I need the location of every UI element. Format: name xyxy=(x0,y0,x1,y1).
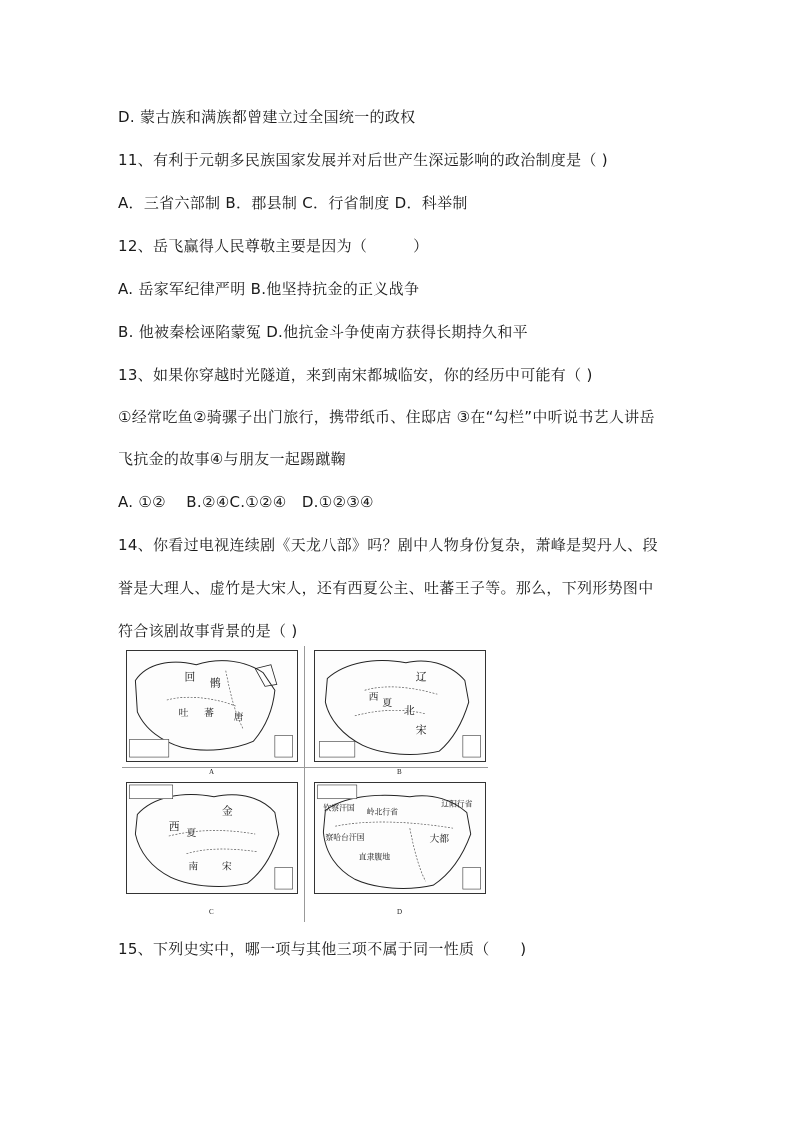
map-d-label-4: 察哈台汗国 xyxy=(325,832,365,842)
question-13: 13、如果你穿越时光隧道，来到南宋都城临安，你的经历中可能有（ ) xyxy=(118,366,593,384)
map-d-label-6: 直隶腹地 xyxy=(358,852,391,862)
map-b-label-2: 西 xyxy=(368,692,379,704)
figure-divider-horizontal xyxy=(122,767,488,768)
map-c-label-2: 西 xyxy=(168,820,180,834)
map-d-label-2: 岭北行省 xyxy=(366,807,398,817)
map-a-label-5: 唐 xyxy=(233,711,244,723)
map-a-caption: A xyxy=(209,768,215,776)
question-14-line-3: 符合该剧故事背景的是（ ) xyxy=(118,622,298,640)
question-13-statement-2: 飞抗金的故事④与朋友一起踢蹴鞠 xyxy=(118,450,346,468)
map-d-label-3: 辽阳行省 xyxy=(441,799,473,809)
map-c-label-5: 宋 xyxy=(221,861,232,873)
map-b-label-3: 夏 xyxy=(382,698,393,709)
map-a-label-1: 回 xyxy=(184,670,196,684)
map-a-label-4: 蕃 xyxy=(204,707,214,719)
map-b-caption: B xyxy=(397,768,402,776)
question-11: 11、有利于元朝多民族国家发展并对后世产生深远影响的政治制度是（ ) xyxy=(118,151,608,169)
map-c-label-4: 南 xyxy=(188,861,199,873)
question-14-line-1: 14、你看过电视连续剧《天龙八部》吗？剧中人物身份复杂，萧峰是契丹人、段 xyxy=(118,536,658,554)
question-11-options: A．三省六部制 B．郡县制 C．行省制度 D．科举制 xyxy=(118,194,468,212)
map-a-label-2: 鹘 xyxy=(210,676,221,690)
question-12-options-1: A. 岳家军纪律严明 B.他坚持抗金的正义战争 xyxy=(118,280,420,298)
map-d-label-5: 大都 xyxy=(429,833,450,845)
map-figure xyxy=(122,646,488,922)
question-12-options-2: B. 他被秦桧诬陷蒙冤 D.他抗金斗争使南方获得长期持久和平 xyxy=(118,323,528,341)
figure-divider-vertical xyxy=(304,646,305,922)
map-a-label-3: 吐 xyxy=(178,707,189,719)
map-c-caption: C xyxy=(209,908,214,916)
question-13-statement-1: ①经常吃鱼②骑骡子出门旅行，携带纸币、住邸店 ③在“勾栏”中听说书艺人讲岳 xyxy=(118,408,655,426)
question-15: 15、下列史实中，哪一项与其他三项不属于同一性质（ ) xyxy=(118,940,527,958)
map-b-label-1: 辽 xyxy=(415,670,427,684)
question-14-line-2: 誉是大理人、虚竹是大宋人，还有西夏公主、吐蕃王子等。那么，下列形势图中 xyxy=(118,579,654,597)
map-d xyxy=(314,782,486,894)
map-a xyxy=(126,650,298,762)
map-c-label-3: 夏 xyxy=(186,828,197,840)
question-12: 12、岳飞赢得人民尊敬主要是因为（ ） xyxy=(118,237,429,255)
map-b-label-5: 宋 xyxy=(415,723,427,737)
map-d-label-1: 钦察汗国 xyxy=(323,803,355,813)
map-c-label-1: 金 xyxy=(221,804,233,818)
map-c xyxy=(126,782,298,894)
map-b-label-4: 北 xyxy=(403,703,415,717)
question-13-options: A. ①② B.②④C.①②④ D.①②③④ xyxy=(118,493,374,511)
option-d-line: D. 蒙古族和满族都曾建立过全国统一的政权 xyxy=(118,108,416,126)
map-d-caption: D xyxy=(397,908,403,916)
map-b xyxy=(314,650,486,762)
